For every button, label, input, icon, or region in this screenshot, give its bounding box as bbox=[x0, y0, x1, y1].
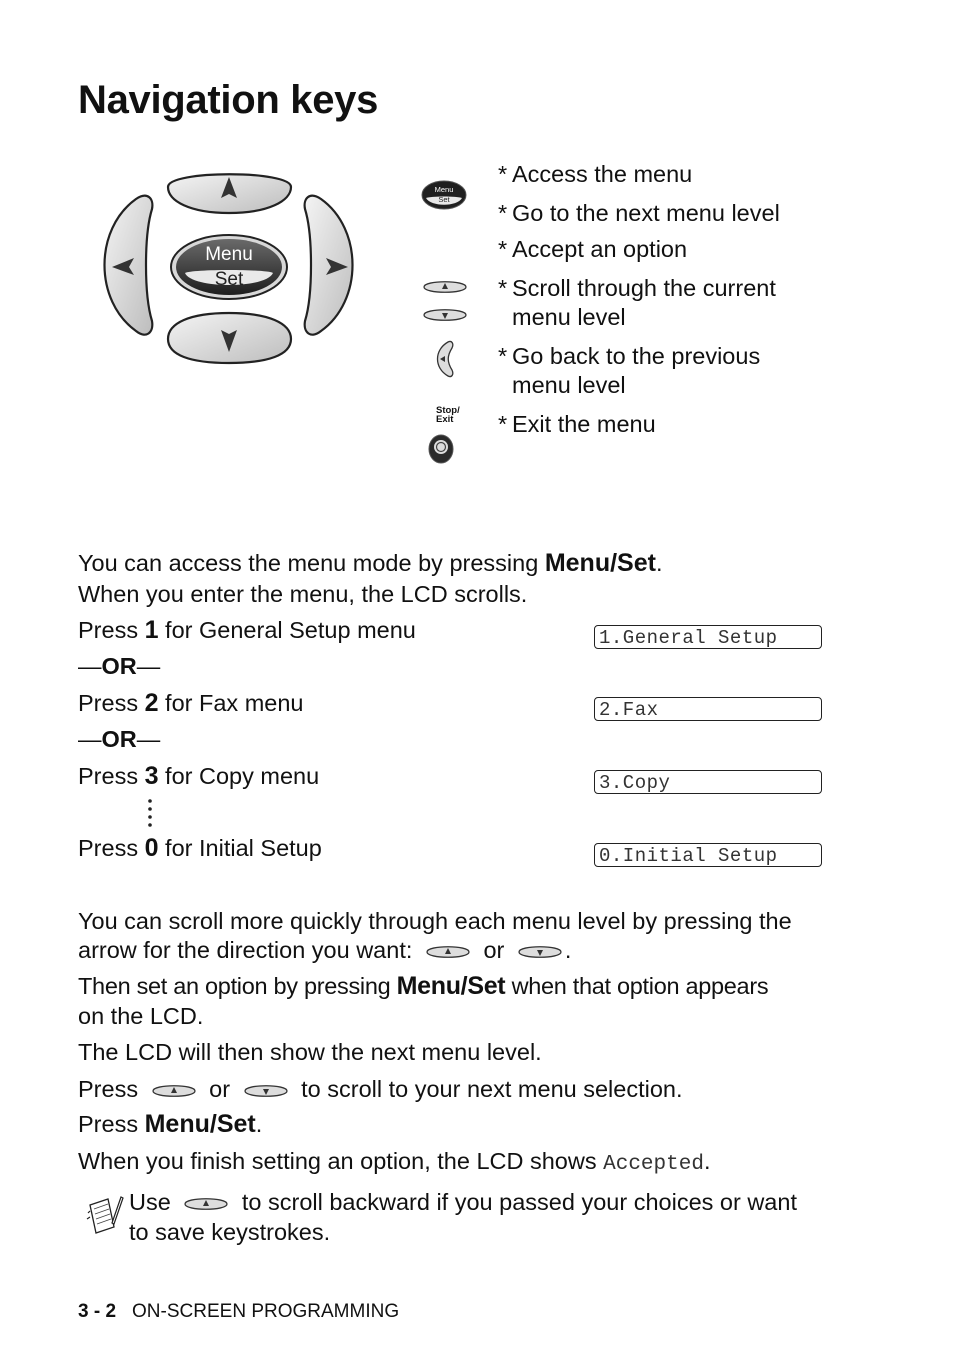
keypad-set-label: Set bbox=[214, 269, 244, 290]
left-arrow-small-icon bbox=[432, 340, 456, 378]
lcd-copy: 3.Copy bbox=[594, 770, 822, 794]
option-initial-setup: Press 0 for Initial Setup bbox=[78, 834, 322, 862]
small-menu-label: Menu bbox=[434, 185, 454, 194]
right-key-icon bbox=[305, 196, 353, 335]
stop-exit-label bbox=[436, 406, 460, 424]
menu-set-small-icon bbox=[421, 180, 469, 210]
up-arrow-small-icon bbox=[422, 277, 468, 297]
option-copy: Press 3 for Copy menu bbox=[78, 762, 320, 790]
scroll-line2: arrow for the direction you want: or . bbox=[78, 937, 572, 963]
down-key-icon bbox=[168, 313, 291, 363]
finish-line: When you finish setting an option, the LCD shows Accepted. bbox=[78, 1148, 711, 1176]
note-pencil-icon bbox=[86, 1193, 124, 1235]
page-number: 3 - 2 bbox=[78, 1301, 117, 1322]
lcd-initial-setup: 0.Initial Setup bbox=[594, 843, 822, 867]
down-arrow-small-icon bbox=[422, 305, 468, 325]
set-option-line2: on the LCD. bbox=[78, 1003, 204, 1029]
option-general-setup: Press 1 for General Setup menu bbox=[78, 616, 416, 644]
scroll-line1: You can scroll more quickly through each menu level by pressing the bbox=[78, 908, 792, 934]
section-name: ON-SCREEN PROGRAMMING bbox=[132, 1301, 400, 1322]
small-set-label: Set bbox=[438, 195, 450, 204]
bullet-scroll: * Scroll through the current menu level bbox=[498, 275, 776, 330]
or-separator-2: —OR— bbox=[78, 726, 161, 752]
down-arrow-note-icon bbox=[183, 1194, 229, 1214]
bullet-exit-menu: * Exit the menu bbox=[498, 411, 656, 437]
bullet-go-back: * Go back to the previous menu level bbox=[498, 343, 761, 398]
page-footer bbox=[78, 1301, 399, 1323]
set-option-line1: Then set an option by pressing Menu/Set when that option appears bbox=[78, 972, 769, 1000]
stop-exit-icon bbox=[427, 433, 455, 465]
bullet-accept-option: * Accept an option bbox=[498, 236, 688, 262]
stop-exit-line2: Exit bbox=[436, 414, 454, 425]
menu-set-key-icon bbox=[171, 235, 287, 299]
next-level-text: The LCD will then show the next menu level. bbox=[78, 1039, 542, 1065]
page-title: Navigation keys bbox=[78, 78, 379, 122]
down-arrow-inline-icon bbox=[517, 942, 563, 962]
keypad-menu-label: Menu bbox=[205, 244, 253, 265]
bullet-access-menu: * Access the menu bbox=[498, 161, 693, 187]
intro-line2: When you enter the menu, the LCD scrolls. bbox=[78, 581, 528, 607]
lcd-general-setup: 1.General Setup bbox=[594, 625, 822, 649]
bullet-next-level: * Go to the next menu level bbox=[498, 200, 780, 226]
up-arrow-inline-icon-2 bbox=[151, 1081, 197, 1101]
press-scroll-line: Press or to scroll to your next menu selection. bbox=[78, 1076, 683, 1102]
press-menu-set-line: Press Menu/Set. bbox=[78, 1110, 263, 1138]
or-separator-1: —OR— bbox=[78, 653, 161, 679]
left-key-icon bbox=[105, 196, 153, 335]
up-key-icon bbox=[168, 174, 291, 213]
lcd-fax: 2.Fax bbox=[594, 697, 822, 721]
stop-exit-line1: Stop/ bbox=[436, 405, 460, 416]
up-arrow-inline-icon bbox=[425, 942, 471, 962]
note-line1: Use to scroll backward if you passed your choices or want bbox=[129, 1189, 797, 1215]
accepted-lcd-text: Accepted bbox=[603, 1153, 704, 1176]
vertical-ellipsis-icon bbox=[146, 797, 154, 829]
navigation-keypad-illustration bbox=[92, 165, 367, 370]
down-arrow-inline-icon-2 bbox=[243, 1081, 289, 1101]
note-line2: to save keystrokes. bbox=[129, 1219, 331, 1245]
option-fax: Press 2 for Fax menu bbox=[78, 689, 304, 717]
intro-line1: You can access the menu mode by pressing Menu/Set. bbox=[78, 549, 663, 577]
